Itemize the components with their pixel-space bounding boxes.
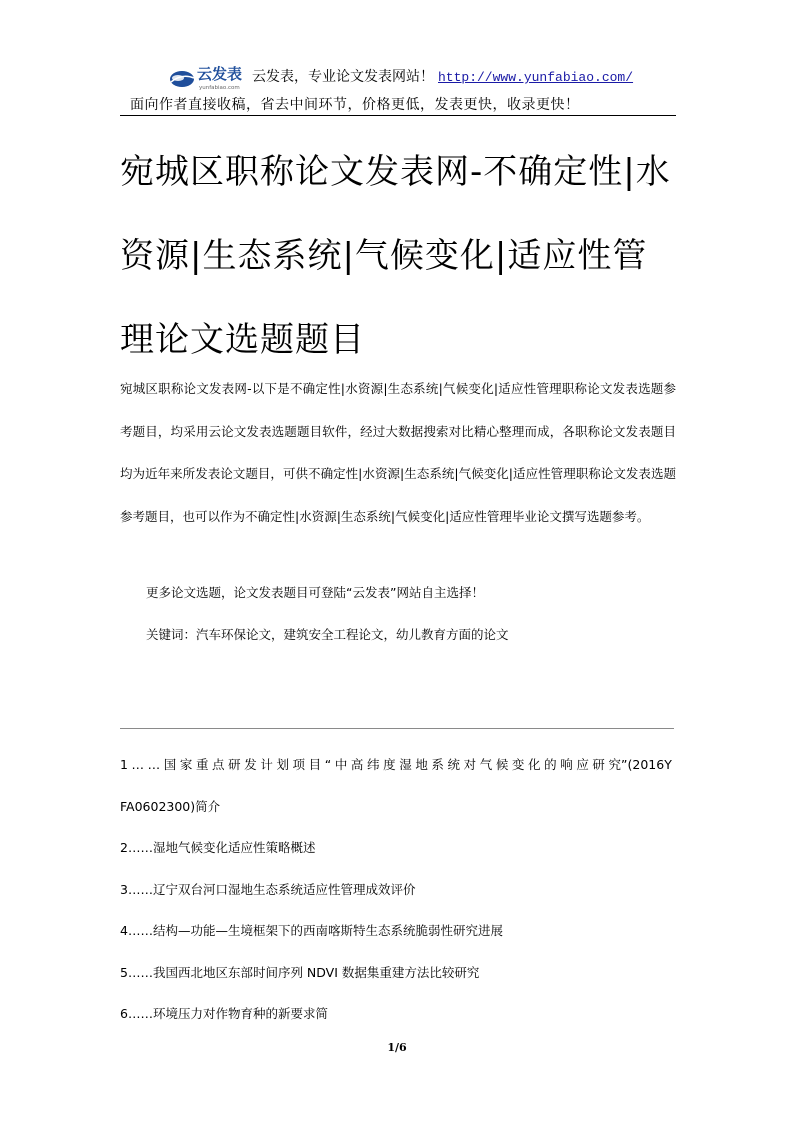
more-topics-line: 更多论文选题，论文发表题目可登陆“云发表”网站自主选择！ bbox=[146, 585, 484, 600]
header-divider bbox=[120, 115, 676, 116]
logo-text: 云发表 bbox=[197, 65, 243, 83]
list-divider bbox=[120, 728, 674, 729]
header-tagline-line bbox=[252, 66, 633, 86]
keywords-line: 关键词：汽车环保论文，建筑安全工程论文，幼儿教育方面的论文 bbox=[146, 627, 509, 642]
list-item: 3……辽宁双台河口湿地生态系统适应性管理成效评价 bbox=[120, 881, 416, 897]
topic-list bbox=[120, 744, 676, 1035]
page-header bbox=[0, 56, 794, 126]
list-item: 5……我国西北地区东部时间序列 NDVI 数据集重建方法比较研究 bbox=[120, 964, 480, 980]
list-item: 2……湿地气候变化适应性策略概述 bbox=[120, 840, 316, 855]
list-item-text: 1……国家重点研发计划项目“中高纬度湿地系统对气候变化的响应研 bbox=[120, 757, 609, 772]
site-tagline: 云发表，专业论文发表网站！ bbox=[252, 69, 434, 85]
list-item: 6……环境压力对作物育种的新要求简 bbox=[120, 1006, 328, 1021]
intro-paragraph: 宛城区职称论文发表网-以下是不确定性|水资源|生态系统|气候变化|适应性管理职称论文发表选题参考题目，均采用云论文发表选题题目软件，经过大数据搜索对比精心整理而成，各职称论文发表题目均为近年来所发表论文题目，可供不确定性|水资源|生态系统|气候变化|适应性管理职称论文发表选题参考题目，也可以作为不确定性|水资源|生态系统|气候变化|适应性管理毕业论文撰写选题参考。 bbox=[120, 381, 676, 524]
logo-subtext: yunfabiao.com bbox=[199, 85, 240, 91]
site-url-link[interactable]: http://www.yunfabiao.com/ bbox=[438, 70, 634, 85]
list-item: 4……结构—功能—生境框架下的西南喀斯特生态系统脆弱性研究进展 bbox=[120, 923, 503, 938]
page-title: 宛城区职称论文发表网-不确定性|水资源|生态系统|气候变化|适应性管理论文选题题目 bbox=[120, 152, 671, 360]
list-item-text-continued: 究”(2016YFA0602300)简介 bbox=[120, 757, 672, 814]
page-number: 1/6 bbox=[387, 1041, 407, 1054]
header-slogan: 面向作者直接收稿，省去中间环节，价格更低，发表更快，收录更快！ bbox=[130, 97, 580, 113]
yunfabiao-logo[interactable] bbox=[168, 62, 250, 92]
list-item bbox=[120, 744, 676, 827]
cloud-logo-icon bbox=[168, 62, 250, 92]
